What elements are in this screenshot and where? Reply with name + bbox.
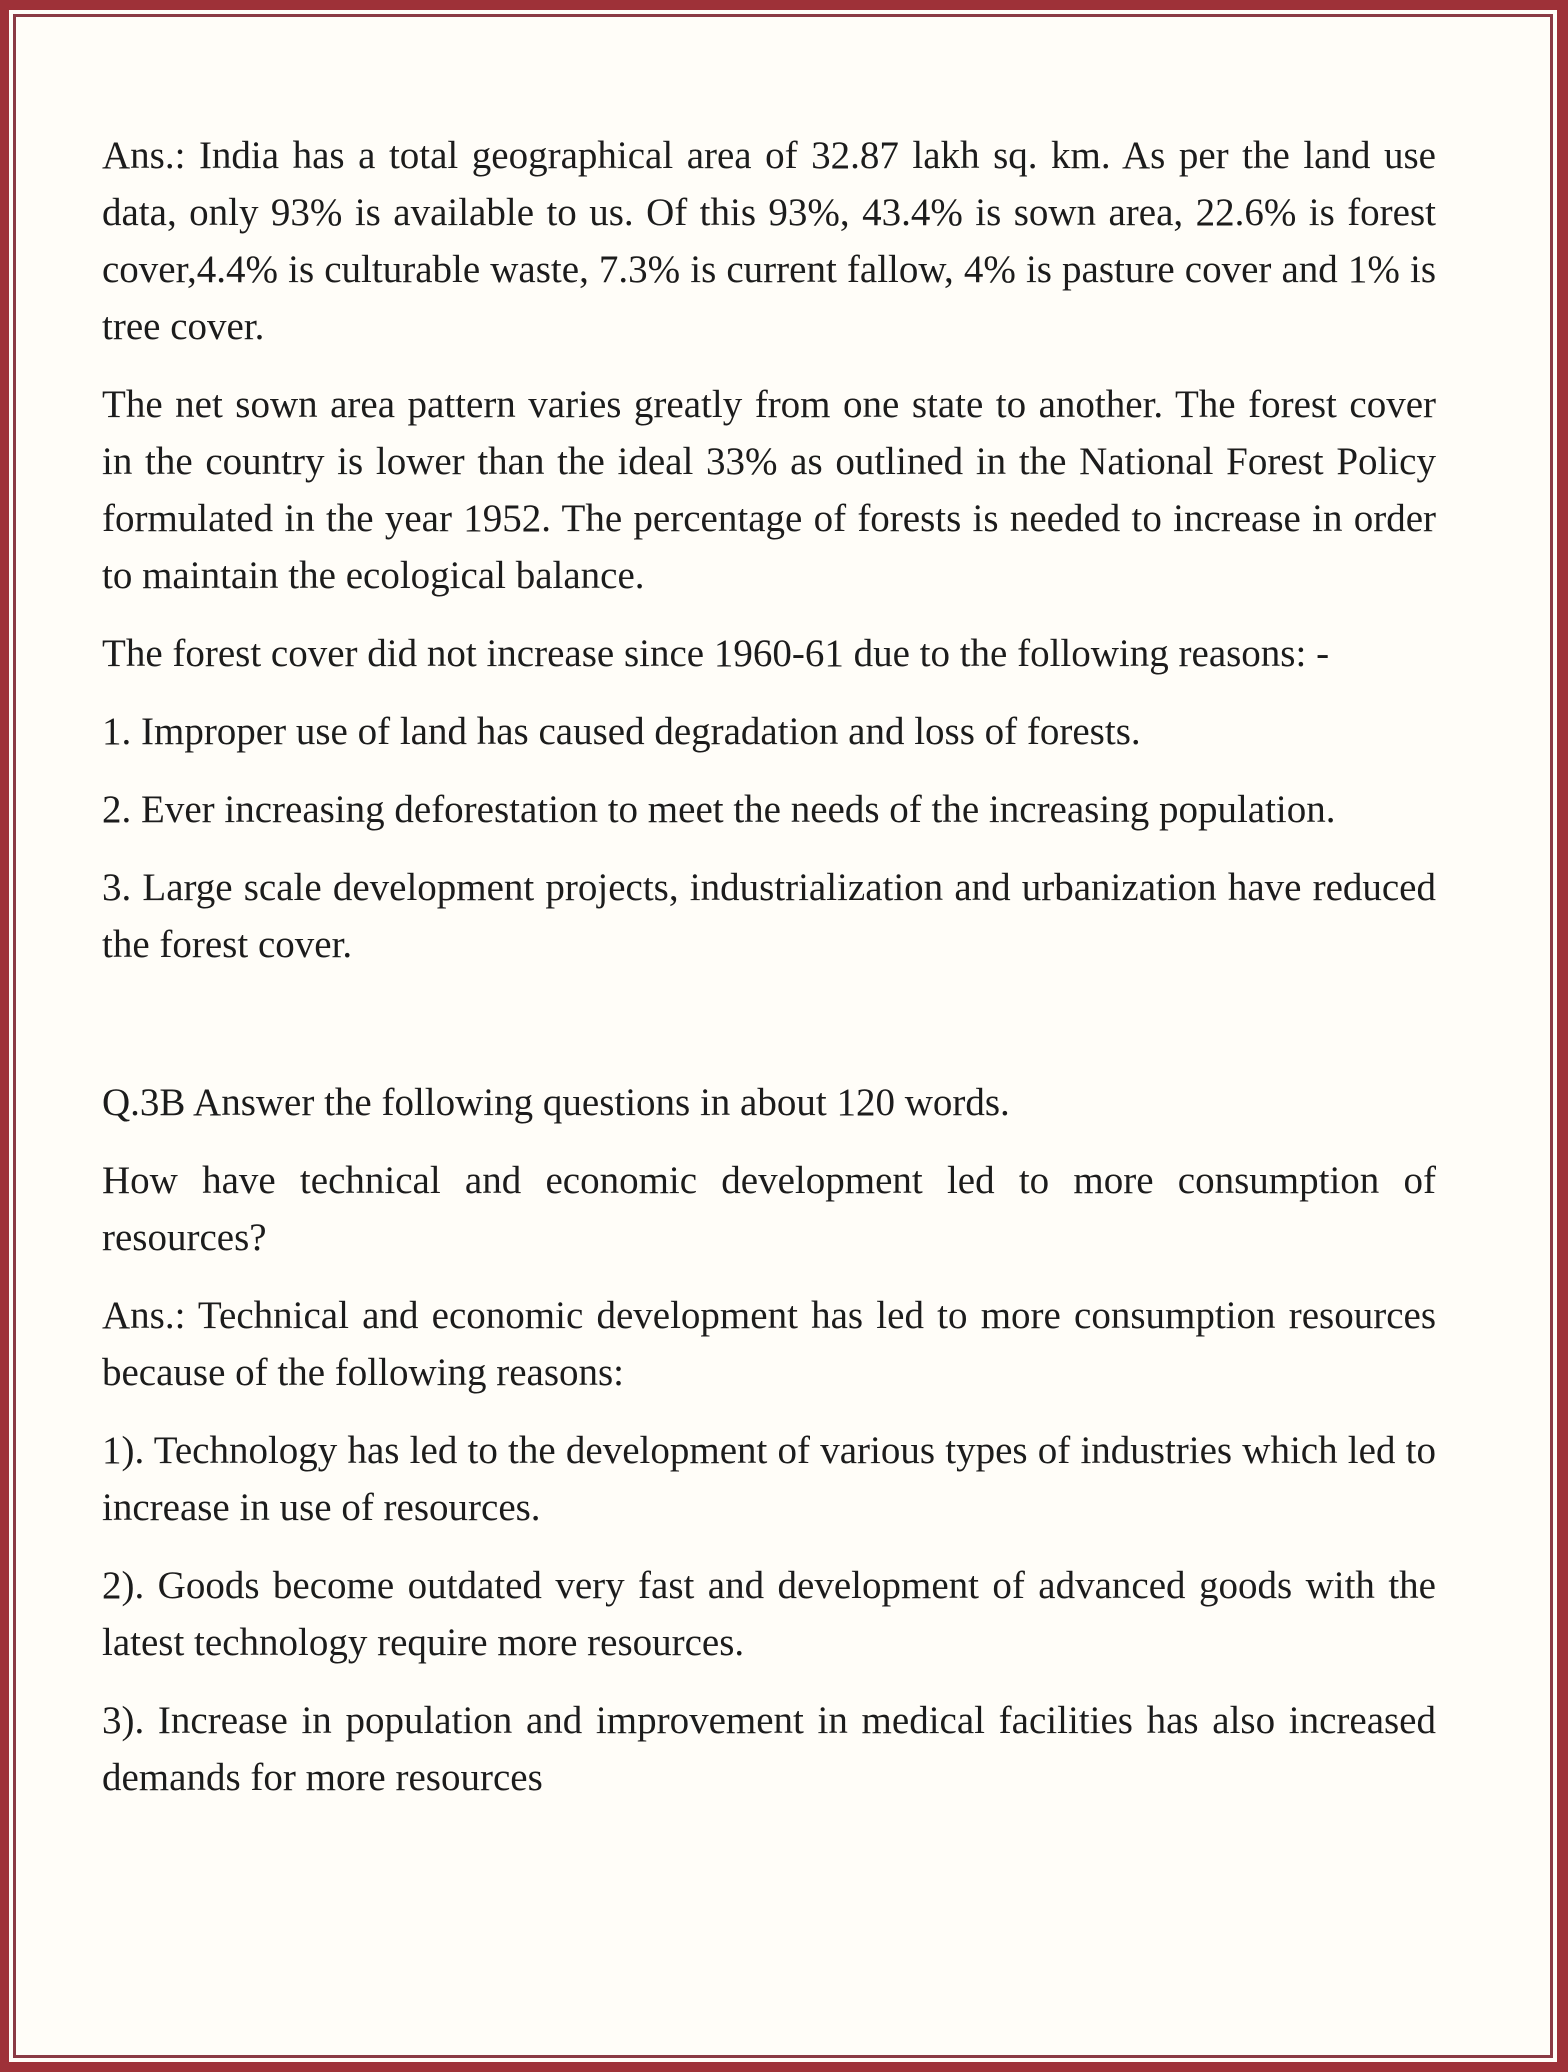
list-item-q3b-reason-3: 3). Increase in population and improvement in medical facilities has also increased demands for more resources [102, 1699, 1436, 1799]
answer-paragraph-q3b-intro: Ans.: Technical and economic development has led to more consumption resources because of the following reasons: [102, 1294, 1436, 1394]
answer-paragraph-land-use: Ans.: India has a total geographical area of 32.87 lakh sq. km. As per the land use data, only 93% is available to us. Of this 93%, 43.4% is sown area, 22.6% is forest cover,4.4% is culturable waste, 7.3% is current fallow, 4% is pasture cover and 1% is tree cover. [102, 134, 1436, 348]
list-item-reason-3: 3. Large scale development projects, industrialization and urbanization have reduced the forest cover. [102, 866, 1436, 966]
section-spacer [102, 994, 1436, 1074]
page-frame-white-gap [9, 10, 1557, 2062]
list-item-q3b-reason-1: 1). Technology has led to the development of various types of industries which led to increase in use of resources. [102, 1429, 1436, 1529]
page-frame-inner-line [13, 14, 1553, 2058]
list-item-q3b-reason-2: 2). Goods become outdated very fast and development of advanced goods with the latest technology require more resources. [102, 1564, 1436, 1664]
paragraph-net-sown-area: The net sown area pattern varies greatly from one state to another. The forest cover in the country is lower than the ideal 33% as outlined in the National Forest Policy formulated in the year 1952. The percentage of forests is needed to increase in order to maintain the ecological balance. [102, 383, 1436, 597]
list-item-reason-1: 1. Improper use of land has caused degradation and loss of forests. [102, 710, 1141, 753]
paragraph-forest-cover-reasons-intro: The forest cover did not increase since 1960-61 due to the following reasons: - [102, 632, 1330, 675]
document-body [16, 17, 1550, 1806]
question-heading-q3b: Q.3B Answer the following questions in about 120 words. [102, 1081, 1010, 1124]
question-text-q3b: How have technical and economic development led to more consumption of resources? [102, 1159, 1436, 1259]
list-item-reason-2: 2. Ever increasing deforestation to meet the needs of the increasing population. [102, 788, 1336, 831]
